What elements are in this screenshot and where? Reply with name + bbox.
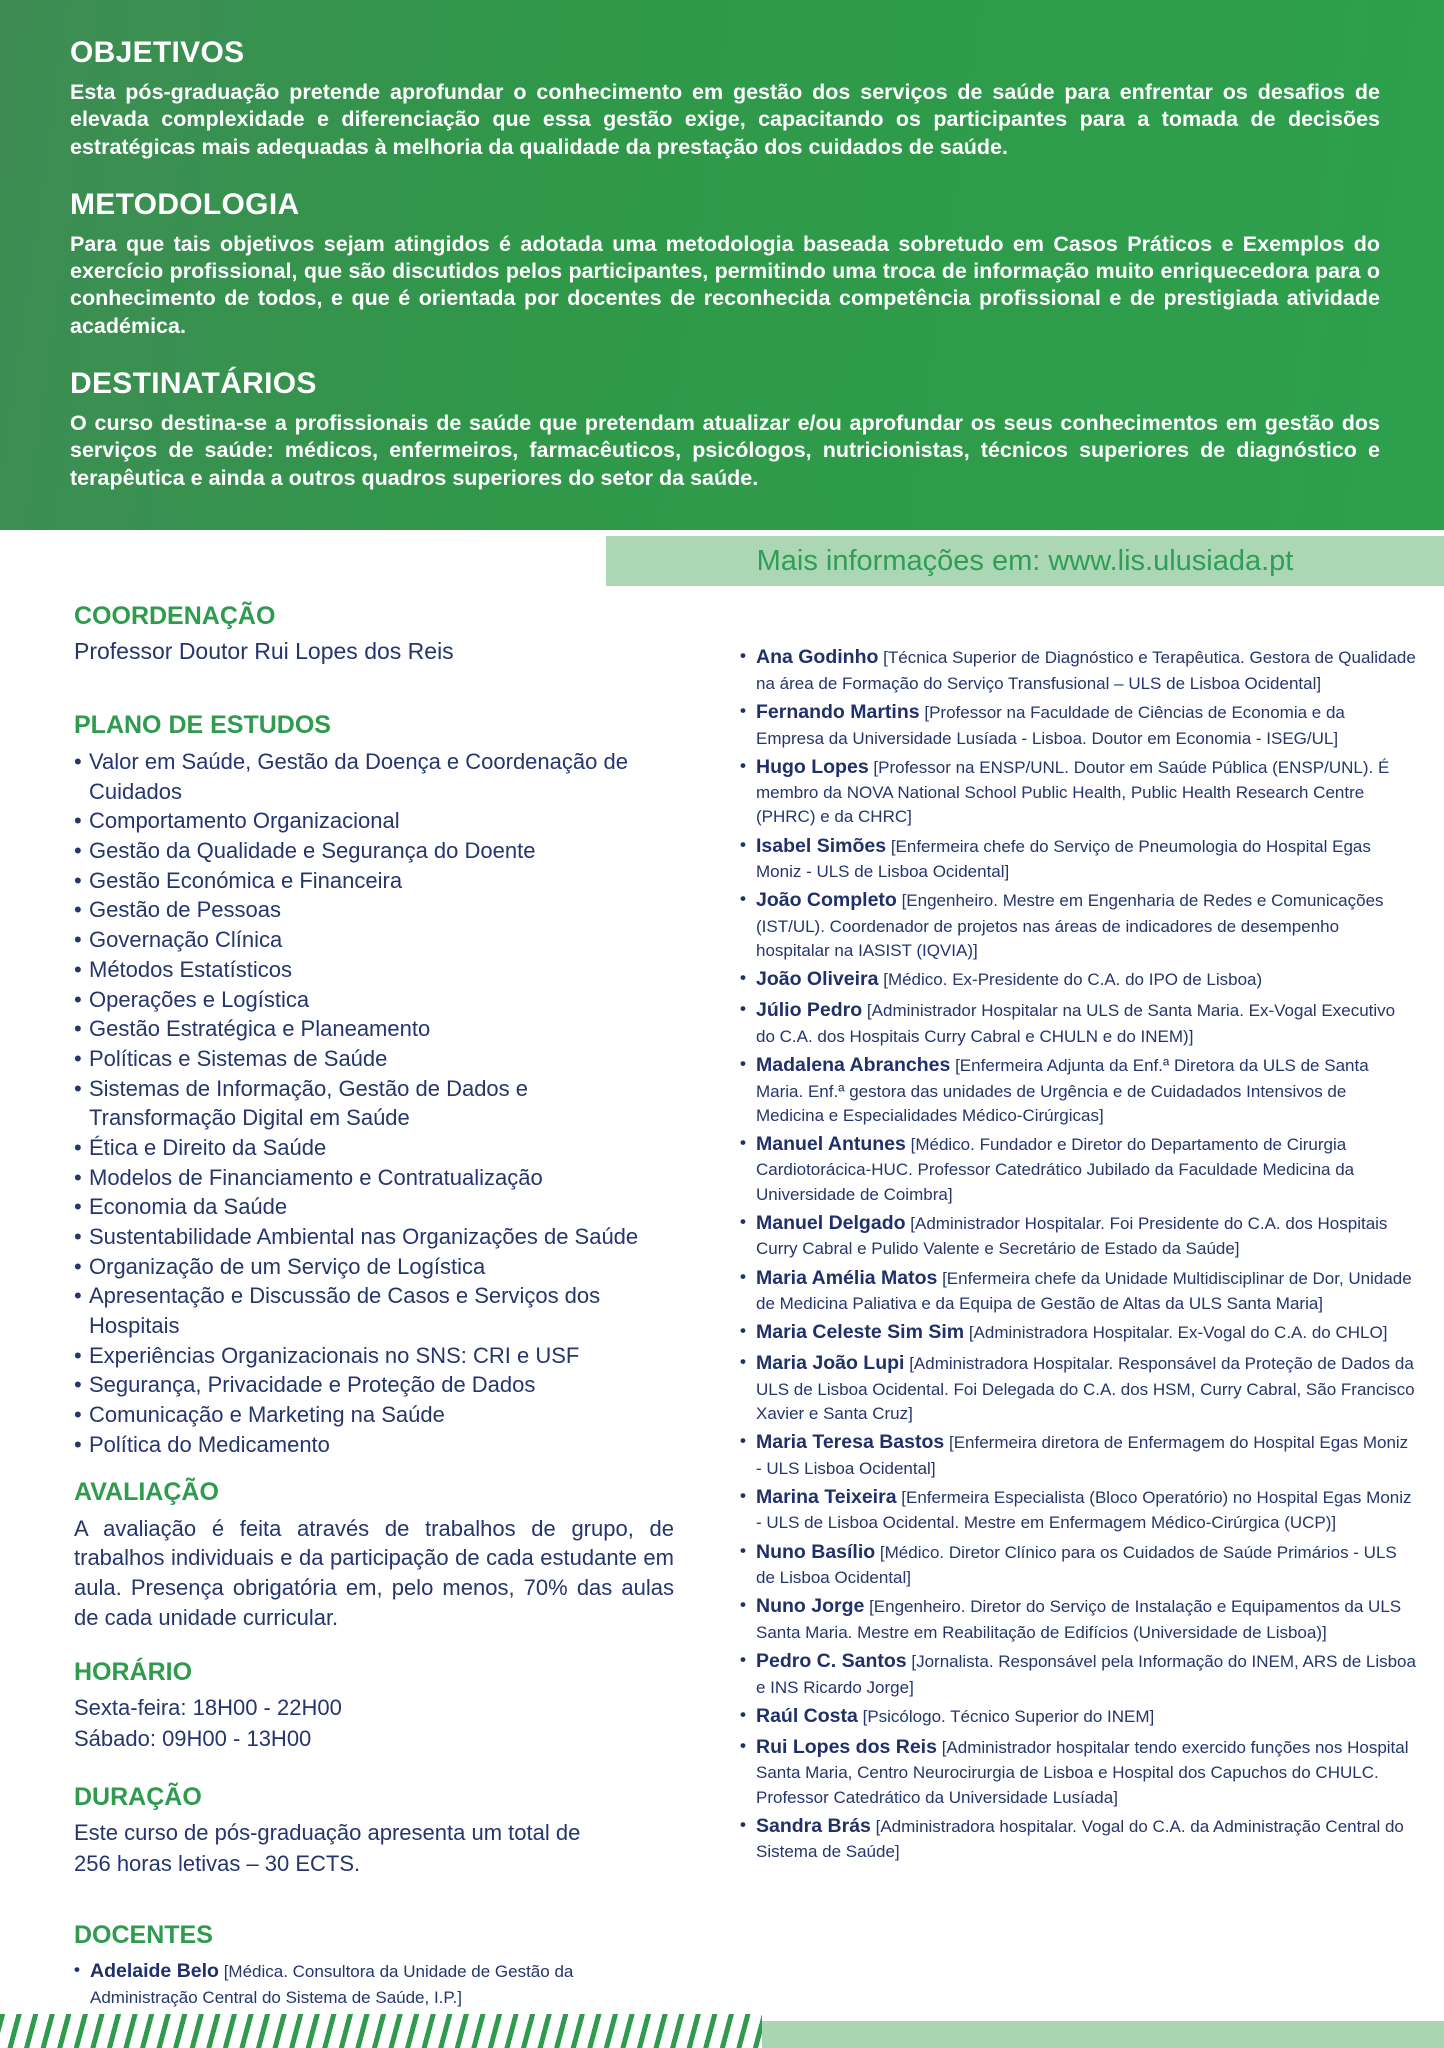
header-section xyxy=(70,188,1380,340)
plano-item: • Operações e Logística xyxy=(74,985,674,1015)
docente-name: Fernando Martins xyxy=(756,700,920,723)
plano-item: • Ética e Direito da Saúde xyxy=(74,1133,674,1163)
docente-entry xyxy=(740,1593,1416,1645)
right-column xyxy=(740,602,1416,2013)
docente-name: Sandra Brás xyxy=(756,1814,871,1837)
docente-entry xyxy=(740,1210,1416,1262)
docente-entry xyxy=(740,754,1416,830)
header-section-body: O curso destina-se a profissionais de saúde que pretendam atualizar e/ou aprofundar os seus conhecimentos em gestão dos serviços de saúde: médicos, enfermeiros, farmacêuticos, psicólogos, nutricionistas, técnicos superiores de diagnóstico e terapêutica e ainda a outros quadros superiores do setor da saúde. xyxy=(70,411,1380,490)
docente-name: Maria Teresa Bastos xyxy=(756,1430,945,1453)
docente-name: Marina Teixeira xyxy=(756,1485,897,1508)
plano-item: • Comportamento Organizacional xyxy=(74,806,674,836)
plano-item: • Políticas e Sistemas de Saúde xyxy=(74,1044,674,1074)
docente-entry xyxy=(740,1350,1416,1426)
docente-name: Madalena Abranches xyxy=(756,1053,951,1076)
docente-name: Nuno Jorge xyxy=(756,1595,865,1618)
plano-item: • Apresentação e Discussão de Casos e Serviços dos Hospitais xyxy=(74,1281,674,1340)
plano-list xyxy=(74,747,674,1460)
docente-name: João Oliveira xyxy=(756,968,879,991)
avaliacao-body: A avaliação é feita através de trabalhos de grupo, de trabalhos individuais e da participação de cada estudante em aula. Presença obrigatória em, pelo menos, 70% das aulas de cada unidade curricular. xyxy=(74,1515,674,1630)
docente-name: Raúl Costa xyxy=(756,1705,858,1727)
docentes-left-list xyxy=(74,1958,674,2010)
docente-desc: [Enfermeira Adjunta da Enf.ª Diretora da ULS de Santa Maria. Enf.ª gestora das unidades de Urgência e de Cuidadados Intensivos de Medicina e Especialidades Médico-Cirúrgicas] xyxy=(756,1055,1369,1125)
duracao-heading: DURAÇÃO xyxy=(74,1782,202,1811)
docente-entry xyxy=(74,1958,674,2010)
docente-name: Maria João Lupi xyxy=(756,1352,905,1374)
docente-desc: [Médico. Ex-Presidente do C.A. do IPO de Lisboa) xyxy=(883,970,1263,990)
docente-desc: [Psicólogo. Técnico Superior do INEM] xyxy=(862,1707,1155,1726)
docente-desc: [Técnica Superior de Diagnóstico e Terapêutica. Gestora de Qualidade na área de Formação do Serviço Transfusional – ULS de Lisboa Ocidental] xyxy=(756,648,1416,693)
docente-name: Júlio Pedro xyxy=(756,999,863,1021)
docente-entry xyxy=(740,1429,1416,1481)
docente-desc: [Médico. Fundador e Diretor do Departamento de Cirurgia Cardiotorácica-HUC. Professor Catedrático Jubilado da Faculdade Medicina da Universidade de Coimbra] xyxy=(756,1134,1355,1204)
docente-entry xyxy=(740,887,1416,963)
plano-item: • Gestão da Qualidade e Segurança do Doente xyxy=(74,836,674,866)
docente-desc: [Engenheiro. Mestre em Engenharia de Redes e Comunicações (IST/UL). Coordenador de projetos nas áreas de indicadores de desempenho hospitalar na IASIST (IQVIA)] xyxy=(756,891,1384,961)
coordenacao-heading: COORDENAÇÃO xyxy=(74,602,276,630)
horario-line: Sexta-feira: 18H00 - 22H00 xyxy=(74,1695,342,1721)
plano-item: • Gestão Económica e Financeira xyxy=(74,866,674,896)
docente-desc: [Enfermeira diretora de Enfermagem do Hospital Egas Moniz - ULS Lisboa Ocidental] xyxy=(756,1432,1409,1478)
plano-item: • Experiências Organizacionais no SNS: CRI e USF xyxy=(74,1341,674,1371)
docente-entry xyxy=(740,1484,1416,1536)
avaliacao-heading: AVALIAÇÃO xyxy=(74,1477,219,1506)
docente-desc: [Enfermeira chefe do Serviço de Pneumologia do Hospital Egas Moniz - ULS de Lisboa Ocidental] xyxy=(756,836,1371,882)
plano-item: • Métodos Estatísticos xyxy=(74,955,674,985)
header-section-title: METODOLOGIA xyxy=(70,187,300,221)
docente-entry xyxy=(740,833,1416,885)
docente-name: Pedro C. Santos xyxy=(756,1650,907,1673)
more-info-url-text: Mais informações em: www.lis.ulusiada.pt xyxy=(756,544,1294,577)
content-columns xyxy=(0,586,1444,2013)
docente-entry xyxy=(740,644,1416,696)
docente-entry xyxy=(740,1734,1416,1810)
docente-desc: [Engenheiro. Diretor do Serviço de Instalação e Equipamentos da ULS Santa Maria. Mestre em Reabilitação de Edifícios (Universidade de Lisboa)] xyxy=(756,1597,1402,1643)
plano-item: • Organização de um Serviço de Logística xyxy=(74,1252,674,1282)
horario-lines xyxy=(74,1693,674,1755)
docente-name: Adelaide Belo xyxy=(90,1960,219,1983)
plano-item: • Gestão Estratégica e Planeamento xyxy=(74,1014,674,1044)
header-section-body: Para que tais objetivos sejam atingidos é adotada uma metodologia baseada sobretudo em Casos Práticos e Exemplos do exercício profissional, que são discutidos pelos participantes, permitindo uma troca de informação muito enriquecedora para o conhecimento de todos, e que é orientada por docentes de reconhecida competência profissional e de prestigiada atividade académica. xyxy=(70,231,1380,338)
docente-entry xyxy=(740,1265,1416,1317)
header-section xyxy=(70,367,1380,492)
horario-line: Sábado: 09H00 - 13H00 xyxy=(74,1726,312,1752)
docente-entry xyxy=(740,966,1416,994)
docente-name: Nuno Basílio xyxy=(756,1540,876,1563)
docente-desc: [Administradora Hospitalar. Responsável da Proteção de Dados da ULS de Lisboa Ocidental. Foi Delegada do C.A. dos HSM, Curry Cabral, São Francisco Xavier e Santa Cruz] xyxy=(756,1354,1415,1423)
docente-desc: [Enfermeira Especialista (Bloco Operatório) no Hospital Egas Moniz - ULS de Lisboa Ocidental. Mestre em Enfermagem Médico-Cirúrgica (UCP)] xyxy=(756,1487,1412,1533)
docente-name: João Completo xyxy=(756,889,897,912)
docente-desc: [Administrador Hospitalar. Foi Presidente do C.A. dos Hospitais Curry Cabral e Pulido Valente e Secretário de Estado da Saúde] xyxy=(756,1213,1388,1259)
docente-desc: [Enfermeira chefe da Unidade Multidisciplinar de Dor, Unidade de Medicina Paliativa e da Equipa de Gestão de Altas da ULS Santa Maria] xyxy=(756,1268,1412,1314)
docente-name: Manuel Delgado xyxy=(756,1211,906,1234)
horario-heading: HORÁRIO xyxy=(74,1658,193,1687)
plano-item: • Política do Medicamento xyxy=(74,1430,674,1460)
docente-entry xyxy=(740,1703,1416,1731)
plano-item: • Governação Clínica xyxy=(74,925,674,955)
duracao-line: 256 horas letivas – 30 ECTS. xyxy=(74,1850,361,1876)
header-section xyxy=(70,36,1380,161)
docente-entry xyxy=(740,1813,1416,1865)
plano-item: • Gestão de Pessoas xyxy=(74,895,674,925)
docente-desc: [Professor na Faculdade de Ciências de Economia e da Empresa da Universidade Lusíada - Lisboa. Doutor em Economia - ISEG/UL] xyxy=(756,702,1345,748)
docente-name: Isabel Simões xyxy=(756,834,887,857)
docente-desc: [Administrador hospitalar tendo exercido funções nos Hospital Santa Maria, Centro Neurocirurgia de Lisboa e Hospital dos Capuchos do CHULC. Professor Catedrático da Universidade Lusíada] xyxy=(756,1737,1409,1807)
docente-desc: [Administradora hospitalar. Vogal do C.A. da Administração Central do Sistema de Saúde] xyxy=(756,1816,1404,1862)
plano-item: • Valor em Saúde, Gestão da Doença e Coordenação de Cuidados xyxy=(74,747,674,806)
docente-name: Maria Amélia Matos xyxy=(756,1266,938,1289)
docente-desc: [Médico. Diretor Clínico para os Cuidados de Saúde Primários - ULS de Lisboa Ocidental] xyxy=(756,1542,1397,1588)
coordenacao-name: Professor Doutor Rui Lopes dos Reis xyxy=(74,638,454,664)
bottom-green-block xyxy=(762,2021,1444,2048)
docente-name: Rui Lopes dos Reis xyxy=(756,1735,937,1758)
docente-entry xyxy=(740,1648,1416,1700)
docente-desc: [Administradora Hospitalar. Ex-Vogal do C.A. do CHLO] xyxy=(968,1323,1388,1343)
docente-name: Maria Celeste Sim Sim xyxy=(756,1321,965,1344)
plano-item: • Economia da Saúde xyxy=(74,1192,674,1222)
docente-name: Ana Godinho xyxy=(756,646,879,668)
docente-name: Hugo Lopes xyxy=(756,755,869,778)
diagonal-stripes-decoration xyxy=(0,2014,762,2048)
docente-name: Manuel Antunes xyxy=(756,1132,906,1155)
docentes-heading: DOCENTES xyxy=(74,1921,213,1950)
left-column xyxy=(74,602,674,2013)
docente-desc: [Jornalista. Responsável pela Informação do INEM, ARS de Lisboa e INS Ricardo Jorge] xyxy=(756,1652,1416,1697)
duracao-lines xyxy=(74,1818,674,1880)
plano-item: • Sustentabilidade Ambiental nas Organizações de Saúde xyxy=(74,1222,674,1252)
docente-entry xyxy=(740,1319,1416,1347)
docente-desc: [Professor na ENSP/UNL. Doutor em Saúde Pública (ENSP/UNL). É membro da NOVA National School Public Health, Public Health Research Centre (PHRC) e da CHRC] xyxy=(756,757,1390,827)
more-info-banner xyxy=(606,536,1444,586)
header-green-panel xyxy=(0,0,1444,530)
docente-entry xyxy=(740,1131,1416,1207)
plano-heading: PLANO DE ESTUDOS xyxy=(74,711,331,739)
docente-entry xyxy=(740,1539,1416,1591)
docente-entry xyxy=(740,699,1416,751)
docente-desc: [Administrador Hospitalar na ULS de Santa Maria. Ex-Vogal Executivo do C.A. dos Hospitais Curry Cabral e CHULN e do INEM)] xyxy=(756,1001,1396,1046)
plano-item: • Segurança, Privacidade e Proteção de Dados xyxy=(74,1370,674,1400)
docente-entry xyxy=(740,1052,1416,1128)
duracao-line: Este curso de pós-graduação apresenta um total de xyxy=(74,1819,581,1845)
header-section-title: DESTINATÁRIOS xyxy=(70,367,317,401)
docente-desc: [Médica. Consultora da Unidade de Gestão da Administração Central do Sistema de Saúde, I.P.] xyxy=(90,1962,574,2008)
docente-entry xyxy=(740,997,1416,1049)
plano-item: • Comunicação e Marketing na Saúde xyxy=(74,1400,674,1430)
plano-item: • Sistemas de Informação, Gestão de Dados e Transformação Digital em Saúde xyxy=(74,1074,674,1133)
header-section-body: Esta pós-graduação pretende aprofundar o conhecimento em gestão dos serviços de saúde para enfrentar os desafios de elevada complexidade e diferenciação que essa gestão exige, capacitando os participantes para a tomada de decisões estratégicas mais adequadas à melhoria da qualidade da prestação dos cuidados de saúde. xyxy=(70,80,1380,159)
header-section-title: OBJETIVOS xyxy=(70,36,245,69)
plano-item: • Modelos de Financiamento e Contratualização xyxy=(74,1163,674,1193)
